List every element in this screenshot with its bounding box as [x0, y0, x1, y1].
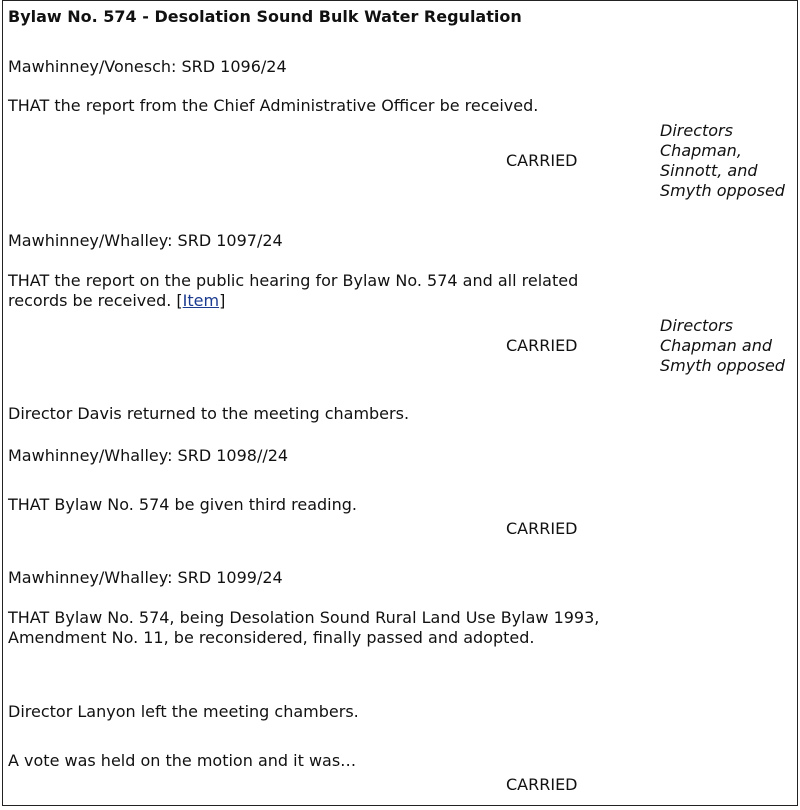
motion-mover: Mawhinney/Vonesch: SRD 1096/24: [8, 57, 287, 76]
motion-text: THAT Bylaw No. 574 be given third reading.: [8, 495, 357, 514]
item-link[interactable]: Item: [182, 291, 220, 310]
opposed-line: Chapman,: [660, 141, 742, 160]
page-title: Bylaw No. 574 - Desolation Sound Bulk Water Regulation: [8, 7, 522, 26]
note-vote-held: A vote was held on the motion and it was…: [8, 751, 357, 770]
opposed-line: Directors: [660, 316, 733, 335]
opposed-line: Sinnott, and: [660, 161, 758, 180]
motion-mover: Mawhinney/Whalley: SRD 1099/24: [8, 568, 283, 587]
motion-result: CARRIED: [506, 519, 578, 538]
opposed-line: Chapman and: [660, 336, 772, 355]
opposed-line: Directors: [660, 121, 733, 140]
opposed-line: Smyth opposed: [660, 181, 785, 200]
motion-text: THAT the report on the public hearing for Bylaw No. 574 and all related: [8, 271, 579, 290]
motion-text: THAT Bylaw No. 574, being Desolation Sound Rural Land Use Bylaw 1993,: [8, 608, 600, 627]
motion-mover: Mawhinney/Whalley: SRD 1098//24: [8, 446, 289, 465]
minutes-document: [2, 0, 798, 806]
motion-result: CARRIED: [506, 151, 578, 170]
motion-result: CARRIED: [506, 775, 578, 794]
note-davis-returned: Director Davis returned to the meeting chambers.: [8, 404, 410, 423]
opposed-line: Smyth opposed: [660, 356, 785, 375]
motion-text-line2: [8, 291, 225, 311]
note-lanyon-left: Director Lanyon left the meeting chambers.: [8, 702, 359, 721]
bracket-close: ]: [219, 291, 226, 310]
motion-text: THAT the report from the Chief Administrative Officer be received.: [8, 96, 539, 115]
motion-text: records be received. [: [8, 291, 183, 310]
motion-text: Amendment No. 11, be reconsidered, finally passed and adopted.: [8, 628, 535, 647]
motion-result: CARRIED: [506, 336, 578, 355]
motion-mover: Mawhinney/Whalley: SRD 1097/24: [8, 231, 283, 250]
